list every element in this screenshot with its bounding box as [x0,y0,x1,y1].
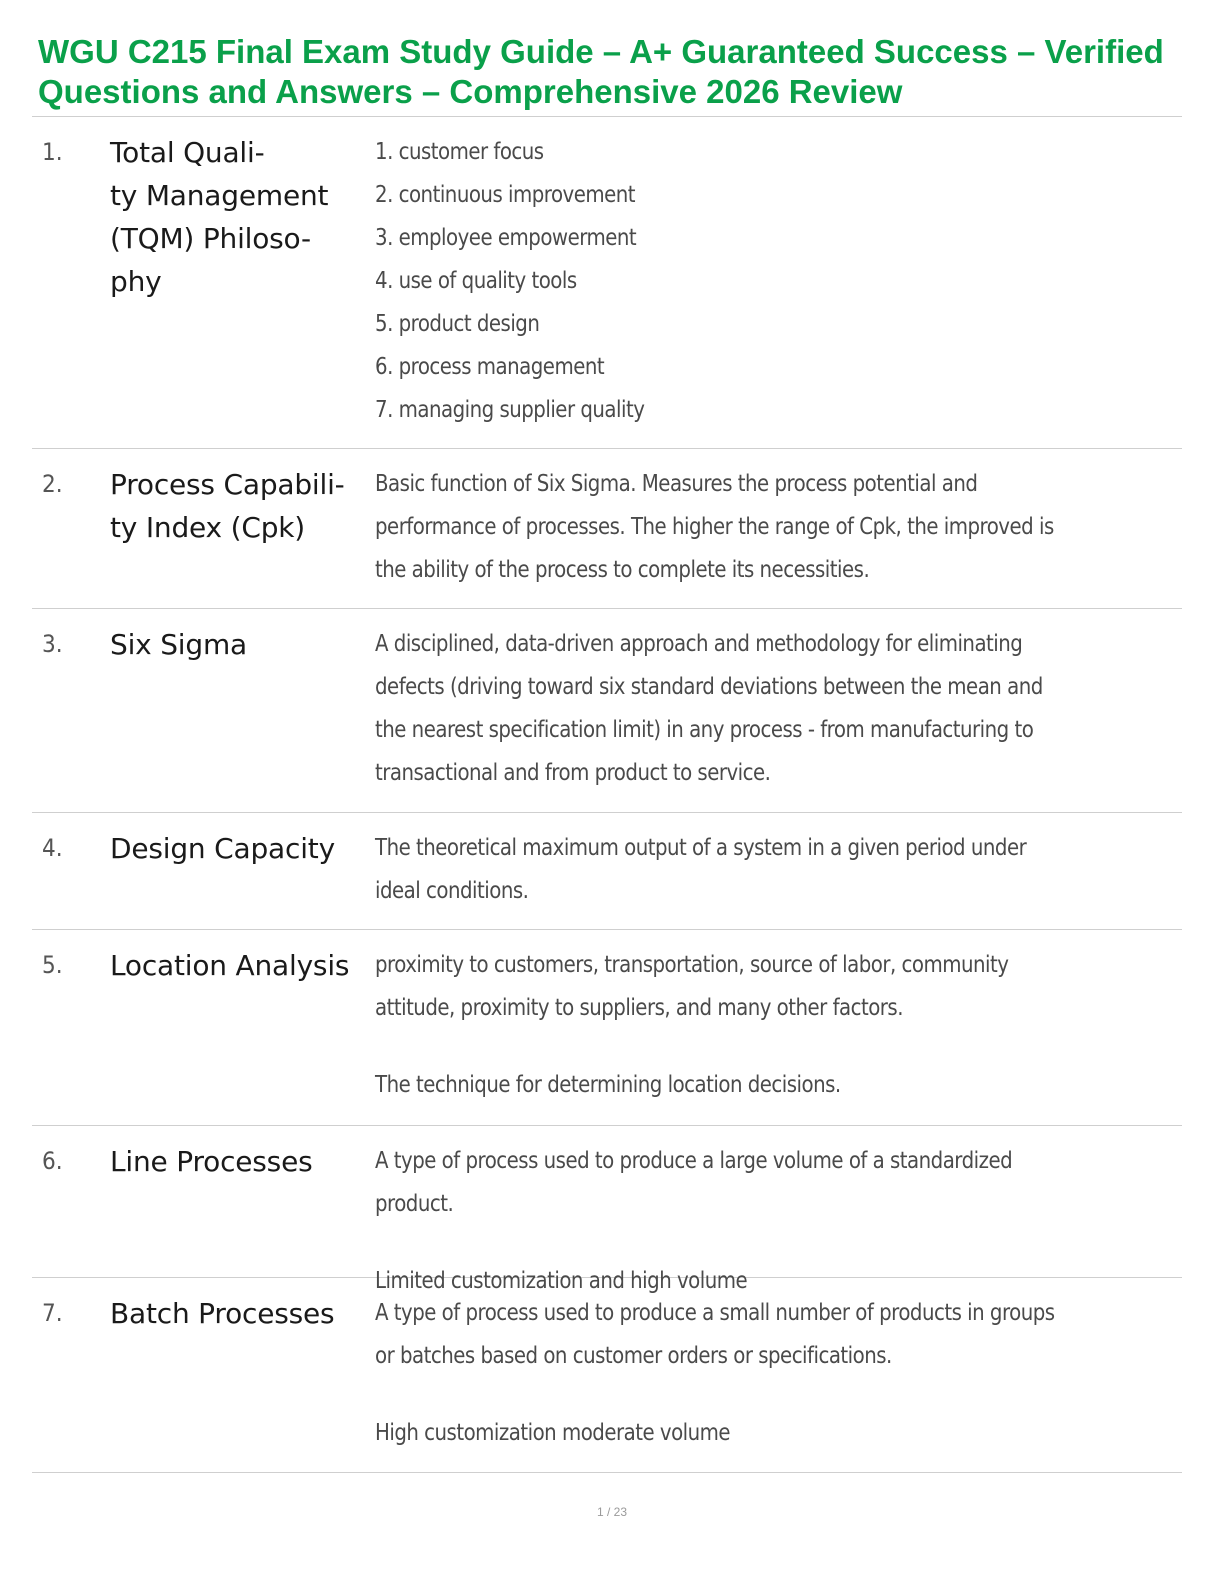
definition-line: 1. customer focus [375,139,544,165]
card-term: Design Capacity [110,832,335,865]
paragraph-gap [375,1226,1069,1260]
card-number: 6. [42,1147,63,1175]
definition-text: A type of process used to produce a large volume of a standardized product. [375,1148,1013,1217]
flashcard-row [32,609,1182,813]
card-definition [375,827,1069,909]
card-number: 7. [42,1299,63,1327]
definition-line: 5. product design [375,311,540,337]
card-term: Line Processes [110,1145,313,1178]
card-definition [375,131,1069,428]
flashcard-row [32,449,1182,609]
card-definition [375,463,1069,588]
card-term: Six Sigma [110,628,247,661]
definition-text: High customization moderate volume [375,1420,731,1446]
definition-line: 6. process management [375,354,605,380]
card-term: Total Quali- ty Management (TQM) Philoso- phy [110,136,329,298]
card-number: 1. [42,138,63,166]
card-number: 4. [42,834,63,862]
card-term: Location Analysis [110,949,350,982]
card-definition [375,944,1069,1105]
definition-text: Basic function of Six Sigma. Measures the process potential and performance of processes. The higher the range of Cpk, the improved is the ability of the process to complete its necessities. [375,471,1054,583]
flashcard-row [32,117,1182,449]
page-title: WGU C215 Final Exam Study Guide – A+ Guaranteed Success – Verified Questions and Answers – Comprehensive 2026 Review [38,33,1164,110]
card-number: 5. [42,951,63,979]
card-definition [375,1292,1069,1452]
card-definition [375,1140,1069,1294]
flashcard-row [32,930,1182,1126]
page-number: 1 / 23 [596,1505,628,1519]
card-term: Batch Processes [110,1297,335,1330]
definition-text: A type of process used to produce a small number of products in groups or batches based on customer orders or specifications. [375,1300,1055,1369]
flashcard-row [32,1278,1182,1473]
card-term: Process Capabili- ty Index (Cpk) [110,468,345,544]
definition-line: 3. employee empowerment [375,225,637,251]
card-number: 3. [42,630,63,658]
card-definition [375,623,1069,792]
flashcard-row [32,813,1182,930]
card-number: 2. [42,470,63,498]
definition-text: proximity to customers, transportation, source of labor, community attitude, proximity to suppliers, and many other factors. [375,952,1009,1021]
definition-text: The technique for determining location decisions. [375,1072,841,1098]
paragraph-gap [375,1378,1069,1412]
definition-text: Limited customization and high volume [375,1268,748,1294]
definition-text: A disciplined, data-driven approach and methodology for eliminating defects (driving toward six standard deviations between the mean and the nearest specification limit) in any process - from manufacturing to transactional and from product to service. [375,631,1043,786]
definition-line: 2. continuous improvement [375,182,636,208]
definition-text: The theoretical maximum output of a system in a given period under ideal conditions. [375,835,1027,904]
definition-line: 4. use of quality tools [375,268,577,294]
definition-line: 7. managing supplier quality [375,397,645,423]
flashcard-row [32,1126,1182,1294]
flashcard-list [32,117,1182,1473]
paragraph-gap [375,1030,1069,1064]
